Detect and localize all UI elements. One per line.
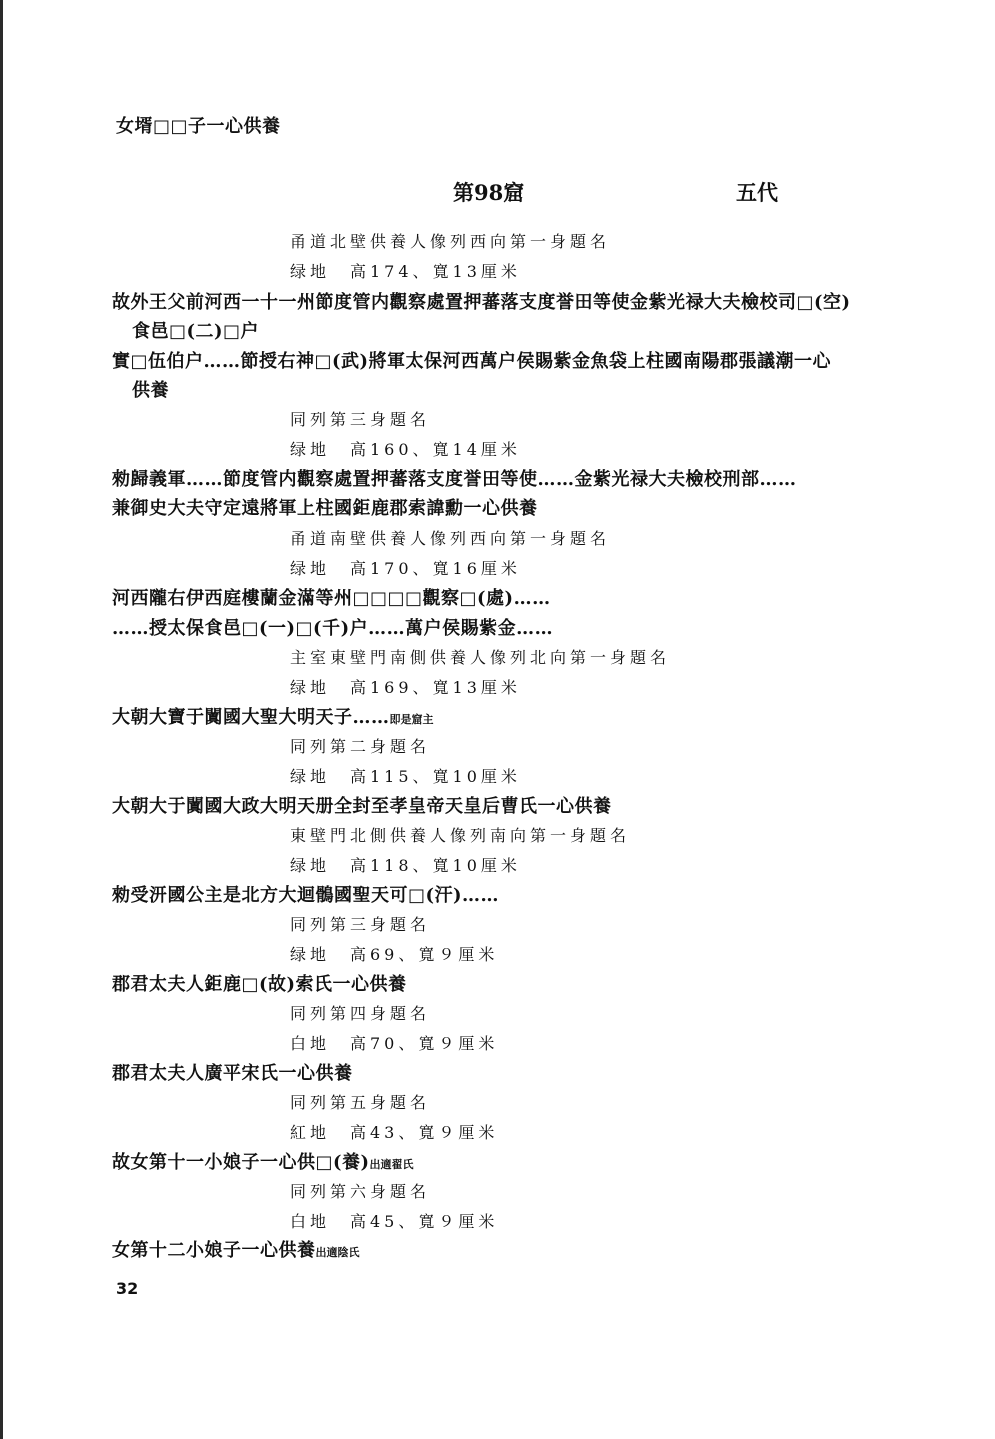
caption: 同列第四身題名: [290, 1004, 431, 1023]
inscription: 大朝大寶于闐國大聖大明天子……: [112, 707, 390, 728]
caption: 主室東壁門南側供養人像列北向第一身題名: [290, 648, 671, 667]
inscription-row: [112, 1242, 360, 1260]
inscription: 故外王父前河西一十一州節度管内觀察處置押蕃落支度誉田等使金紫光禄大夫檢校司□(空): [112, 292, 851, 313]
caption: 甬道南壁供養人像列西向第一身題名: [290, 529, 611, 548]
dimensions: 白地 高45、寬９厘米: [290, 1212, 499, 1231]
caption: 同列第五身題名: [290, 1093, 431, 1112]
inscription-note: 出適翟氏: [369, 1158, 414, 1171]
inscription: 兼御史大夫守定遠將軍上柱國鉅鹿郡索諱勳一心供養: [112, 498, 538, 519]
dimensions: 白地 高70、寬９厘米: [290, 1034, 499, 1053]
inscription-row: [112, 1154, 414, 1172]
caption: 同列第二身題名: [290, 737, 431, 756]
inscription: 勑受汧國公主是北方大迴鶻國聖天可□(汗)……: [112, 885, 500, 906]
inscription-row: [112, 709, 434, 727]
inscription: 大朝大于闐國大政大明天册全封至孝皇帝天皇后曹氏一心供養: [112, 796, 612, 817]
cave-title: 第98窟: [453, 180, 525, 205]
inscription: ……授太保食邑□(一)□(千)户……萬户侯賜紫金……: [112, 618, 554, 639]
dimensions: 绿地 高169、寬13厘米: [290, 678, 521, 697]
inscription-note: 出適陰氏: [315, 1246, 360, 1259]
inscription: 勑歸義軍……節度管内觀察處置押蕃落支度誉田等使……金紫光禄大夫檢校刑部……: [112, 469, 797, 490]
inscription: 郡君太夫人鉅鹿□(故)索氏一心供養: [112, 974, 407, 995]
inscription: 故女第十一小娘子一心供□(養): [112, 1152, 370, 1173]
inscription: 郡君太夫人廣平宋氏一心供養: [112, 1063, 353, 1084]
dimensions: 紅地 高43、寬９厘米: [290, 1123, 499, 1142]
caption: 同列第六身題名: [290, 1182, 431, 1201]
page-edge: [0, 0, 3, 1439]
inscription: 女第十二小娘子一心供養: [112, 1240, 316, 1261]
caption: 甬道北壁供養人像列西向第一身題名: [290, 232, 611, 251]
dimensions: 绿地 高115、寬10厘米: [290, 767, 521, 786]
inscription-note: 即是窟主: [389, 713, 434, 726]
page-number: 32: [116, 1279, 139, 1298]
inscription: 供養: [132, 380, 169, 401]
caption: 同列第三身題名: [290, 915, 431, 934]
dimensions: 绿地 高160、寬14厘米: [290, 440, 521, 459]
top-line: 女壻□□子一心供養: [116, 116, 281, 137]
dimensions: 绿地 高118、寬10厘米: [290, 856, 521, 875]
period-title: 五代: [736, 180, 778, 205]
caption: 同列第三身題名: [290, 410, 431, 429]
caption: 東壁門北側供養人像列南向第一身題名: [290, 826, 631, 845]
inscription: 河西隴右伊西庭樓蘭金滿等州□□□□觀察□(處)……: [112, 588, 551, 609]
dimensions: 绿地 高170、寬16厘米: [290, 559, 521, 578]
inscription: 實□伍伯户……節授右神□(武)將軍太保河西萬户侯賜紫金魚袋上柱國南陽郡張議潮一心: [112, 351, 832, 372]
dimensions: 绿地 高174、寬13厘米: [290, 262, 521, 281]
inscription: 食邑□(二)□户: [132, 321, 260, 342]
dimensions: 绿地 高69、寬９厘米: [290, 945, 499, 964]
